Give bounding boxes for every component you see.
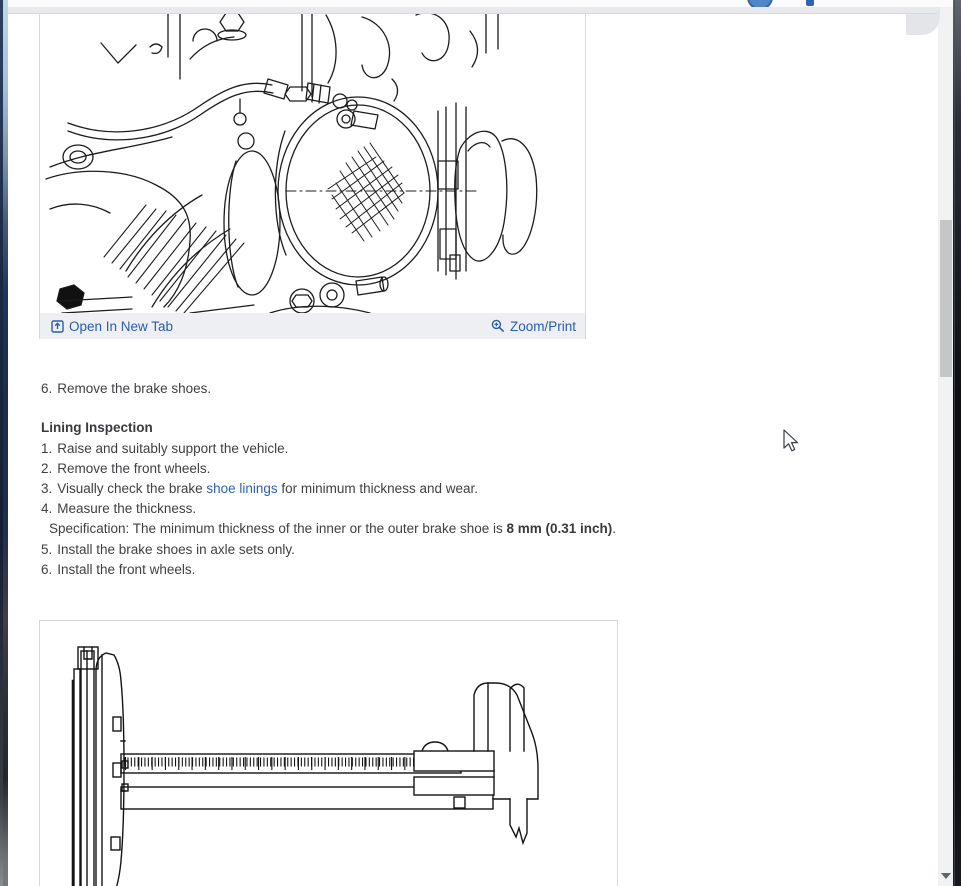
step-number: 2.	[41, 461, 53, 476]
zoom-in-icon	[491, 319, 505, 333]
step-text: Measure the thickness.	[57, 501, 197, 516]
vertical-scrollbar-thumb[interactable]	[940, 220, 952, 377]
step-number: 1.	[41, 441, 53, 456]
figure-brake-caliper-card	[39, 0, 586, 339]
figure-brake-caliper-image	[40, 0, 585, 313]
lining-step-5	[41, 542, 295, 558]
step-number: 6.	[41, 381, 53, 396]
section-title-lining-inspection: Lining Inspection	[41, 420, 153, 435]
open-in-new-tab-icon	[51, 320, 64, 333]
step-text: Raise and suitably support the vehicle.	[57, 441, 289, 456]
lining-step-4	[41, 501, 196, 517]
spec-value: 8 mm (0.31 inch)	[506, 521, 613, 536]
specification-line	[49, 521, 616, 537]
step-number: 3.	[41, 481, 53, 496]
zoom-print-label: Zoom/Print	[509, 318, 576, 334]
step-number: 6.	[41, 562, 53, 577]
open-in-new-tab-label: Open In New Tab	[69, 318, 174, 334]
desktop-edge-left-line	[0, 0, 3, 886]
figure-caliper-measurement-card	[39, 620, 618, 886]
step-text: Install the front wheels.	[57, 562, 196, 577]
lining-step-2	[41, 461, 210, 477]
spec-text: Specification: The minimum thickness of the inner or the outer brake shoe is	[49, 521, 507, 536]
spec-text: .	[612, 521, 617, 536]
lining-step-3	[41, 481, 478, 497]
open-in-new-tab-link[interactable]	[51, 319, 173, 334]
step-text: Remove the brake shoes.	[57, 381, 212, 396]
header-bottom-band	[8, 7, 940, 14]
step-text: Install the brake shoes in axle sets only.	[57, 542, 295, 557]
shoe-linings-link[interactable]: shoe linings	[206, 481, 278, 496]
figure-toolbar	[40, 313, 585, 339]
zoom-print-link[interactable]	[491, 319, 576, 334]
step-text: Remove the front wheels.	[57, 461, 211, 476]
vernier-caliper-drawing	[40, 621, 617, 886]
step-number: 5.	[41, 542, 53, 557]
desktop-edge-right-line	[954, 0, 955, 886]
step-remove-brake-shoes	[41, 381, 211, 397]
step-text: Visually check the brake	[57, 481, 207, 496]
step-number: 4.	[41, 501, 53, 516]
vertical-scrollbar-track[interactable]	[938, 0, 953, 886]
figure-caliper-measurement-image	[40, 621, 617, 886]
scrollbar-down-arrow-icon[interactable]	[941, 873, 951, 879]
cursor-arrow-icon	[783, 429, 801, 460]
lining-step-1	[41, 441, 288, 457]
lining-step-6	[41, 562, 195, 578]
step-text: for minimum thickness and wear.	[277, 481, 478, 496]
small-glyph-icon[interactable]	[806, 0, 814, 6]
brake-caliper-drawing	[40, 0, 585, 313]
